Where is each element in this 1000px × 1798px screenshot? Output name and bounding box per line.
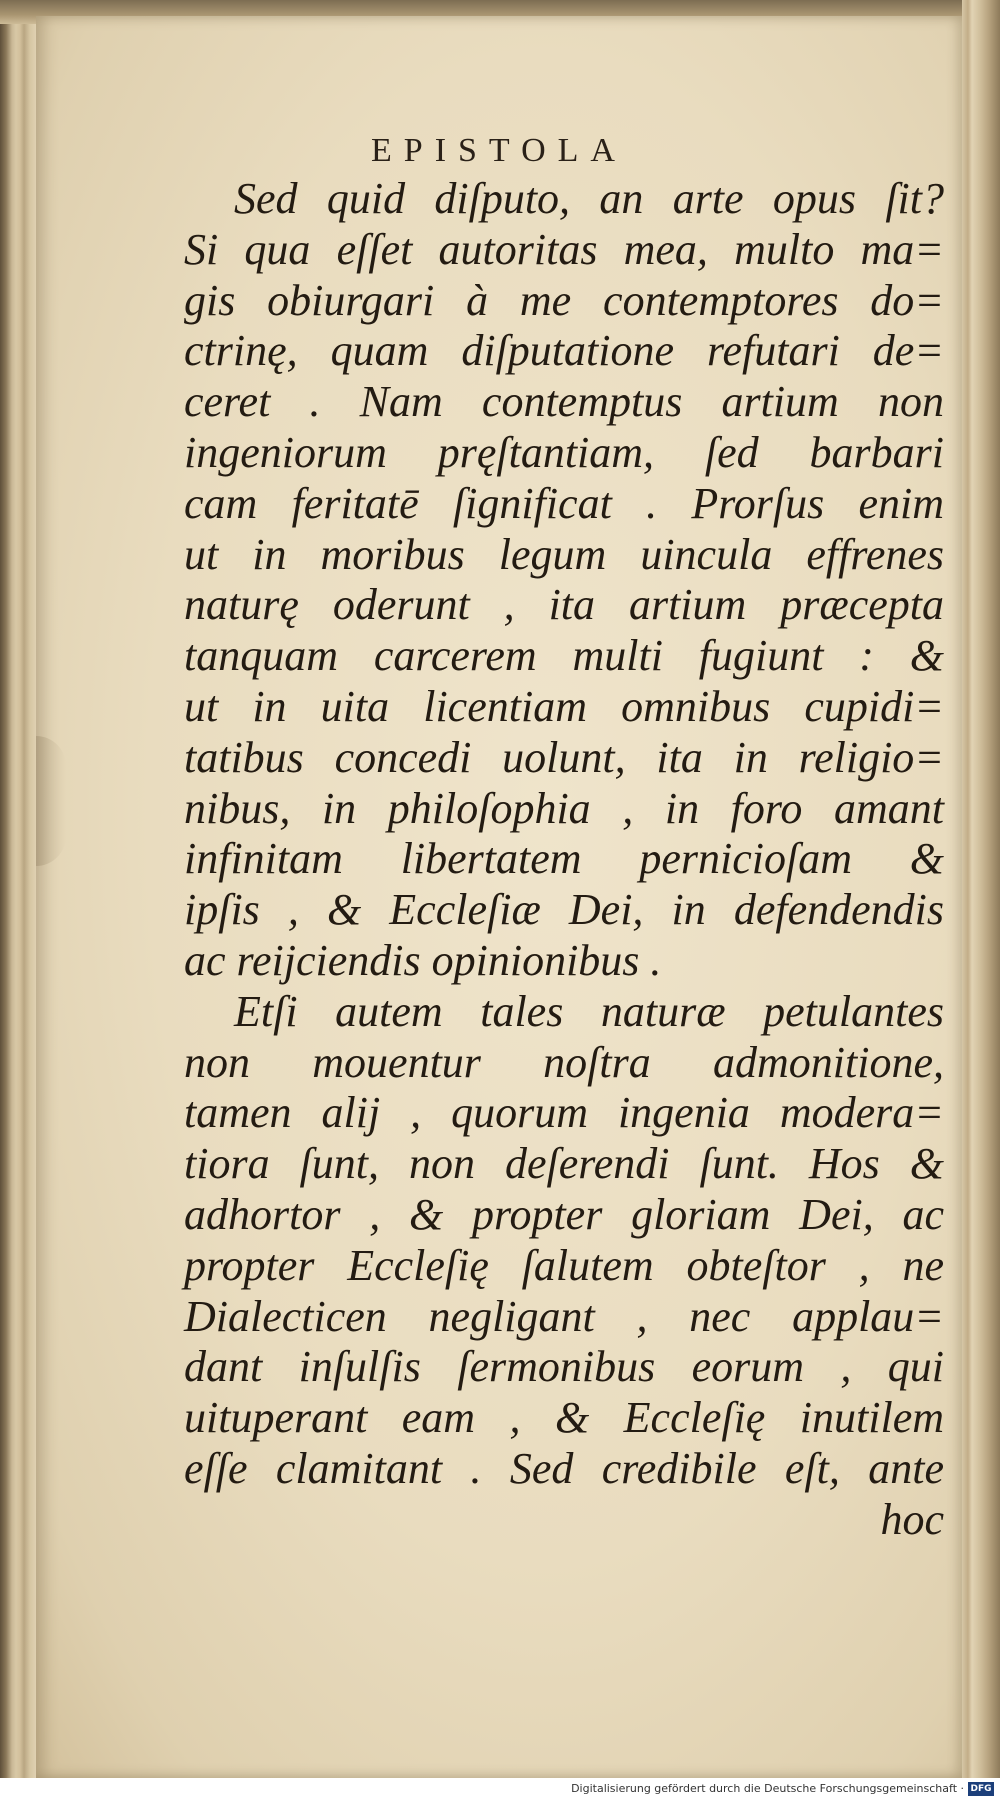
page-header: EPISTOLA <box>371 132 627 169</box>
text-line: ceret . Nam contemptus artium non <box>184 377 944 427</box>
text-line: ctrinę, quam diſputatione refutari de= <box>184 326 944 376</box>
text-line: cam feritatē ſignificat . Prorſus enim <box>184 478 944 528</box>
text-line: propter Eccleſię ſalutem obteſtor , ne <box>184 1240 944 1290</box>
text-line: dant inſulſis ſermonibus eorum , qui <box>184 1342 944 1392</box>
text-line: tamen alij , quorum ingenia modera= <box>184 1088 944 1138</box>
page-fold-shadow <box>36 736 66 866</box>
text-line: ingeniorum pręſtantiam, ſed barbari <box>184 427 944 477</box>
text-line: Sed quid diſputo, an arte opus ſit? <box>234 174 944 223</box>
book-page-edges <box>962 0 1000 1780</box>
book-page <box>36 16 962 1778</box>
text-line: ut in moribus legum uincula effrenes <box>184 529 944 579</box>
body-text <box>184 174 944 1546</box>
text-line: non mouentur noſtra admonitione, <box>184 1037 944 1087</box>
footer-bar <box>0 1778 1000 1798</box>
text-line: gis obiurgari à me contemptores do= <box>184 275 944 325</box>
text-line: Dialecticen negligant , nec applau= <box>184 1291 944 1341</box>
text-line: hoc <box>880 1494 944 1544</box>
funding-credit: Digitalisierung gefördert durch die Deutsche Forschungsgemeinschaft · <box>571 1782 964 1795</box>
text-line: tatibus concedi uolunt, ita in religio= <box>184 732 944 782</box>
text-line: ut in uita licentiam omnibus cupidi= <box>184 681 944 731</box>
text-line: uituperant eam , & Eccleſię inutilem <box>184 1393 944 1443</box>
text-line: adhortor , & propter gloriam Dei, ac <box>184 1189 944 1239</box>
text-line: naturę oderunt , ita artium præcepta <box>184 580 944 630</box>
text-line: nibus, in philoſophia , in foro amant <box>184 783 944 833</box>
text-line: ipſis , & Eccleſiæ Dei, in defendendis <box>184 885 944 935</box>
text-line: eſſe clamitant . Sed credibile eſt, ante <box>184 1443 944 1493</box>
text-line: tiora ſunt, non deſerendi ſunt. Hos & <box>184 1139 944 1189</box>
text-line: Etſi autem tales naturæ petulantes <box>234 986 944 1036</box>
text-line: Si qua eſſet autoritas mea, multo ma= <box>184 224 944 274</box>
text-line: tanquam carcerem multi fugiunt : & <box>184 631 944 681</box>
text-line: infinitam libertatem pernicioſam & <box>184 834 944 884</box>
text-line: ac reijciendis opinionibus . <box>184 935 662 985</box>
dfg-logo-icon: DFG <box>968 1782 994 1796</box>
